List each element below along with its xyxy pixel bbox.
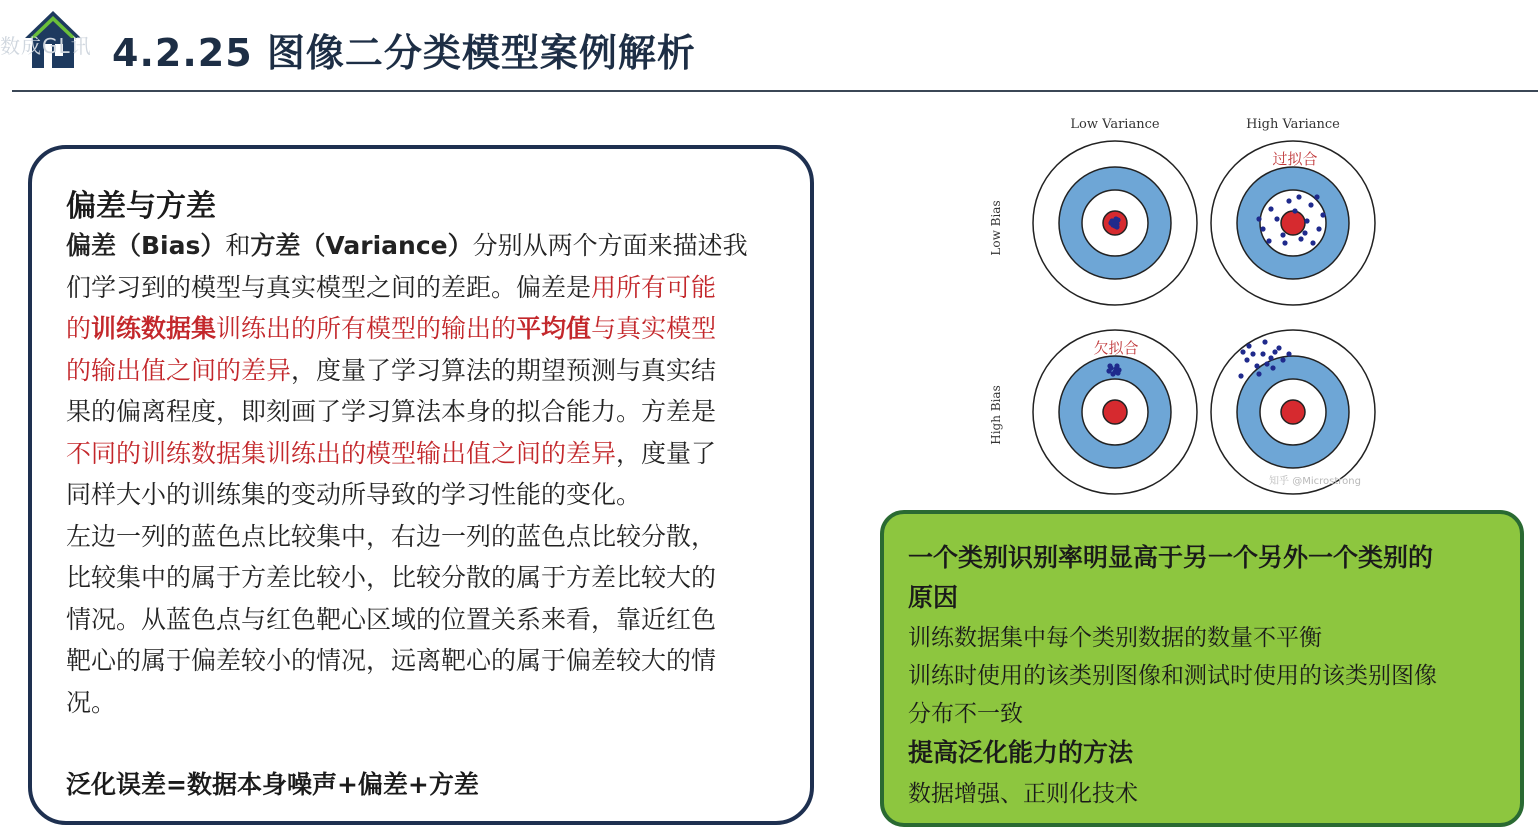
sample-dot (1276, 345, 1281, 350)
text-segment: ，度量了学习算法的期望预测与真实结 (291, 355, 717, 385)
target-low-bias-low-variance (1033, 141, 1197, 305)
sample-dot (1304, 218, 1309, 223)
text-segment: ，度量了 (616, 438, 717, 468)
col-label-high-variance: High Variance (1246, 117, 1340, 132)
text-segment: 训练数据集 (91, 314, 217, 343)
col-label-low-variance: Low Variance (1070, 117, 1160, 132)
target-bullseye (1281, 211, 1305, 235)
text-segment: 靶心的属于偏差较小的情况，远离靶心的属于偏差较大的情 (66, 646, 717, 675)
sample-dot (1286, 351, 1291, 356)
text-segment: 训练出的所有模型的输出的 (216, 314, 517, 343)
text-segment: 情况。从蓝色点与红色靶心区域的位置关系来看，靠近红色 (66, 604, 717, 634)
text-segment: 左边一列的蓝色点比较集中，右边一列的蓝色点比较分散， (66, 521, 717, 551)
sample-dot (1256, 216, 1261, 221)
target-bullseye (1281, 400, 1305, 424)
text-segment: 偏差（Bias） (66, 231, 226, 260)
methods-text: 数据增强、正则化技术 (908, 781, 1138, 807)
text-segment: 用所有可能 (591, 272, 717, 302)
overfit-annotation: 过拟合 (1272, 150, 1318, 168)
text-segment: 果的偏离程度，即刻画了学习算法本身的拟合能力。方差是 (66, 397, 717, 426)
panel-text-line (66, 557, 790, 599)
sample-dot (1244, 357, 1249, 362)
sample-dot (1268, 206, 1273, 211)
text-segment: 平均值 (516, 314, 592, 343)
text-segment: 不同的训练数据集训练出的模型输出值之间的差异 (66, 438, 617, 468)
sample-dot (1111, 219, 1116, 224)
sample-dot (1286, 198, 1291, 203)
text-segment: 同样大小的训练集的变动所导致的学习性能的变化。 (66, 480, 642, 509)
sample-dot (1240, 349, 1245, 354)
reason-item-distribution-line1: 训练时使用的该类别图像和测试时使用的该类别图像 (908, 663, 1437, 689)
sample-dot (1260, 226, 1265, 231)
sample-dot (1280, 232, 1285, 237)
panel-text-line (66, 474, 790, 516)
sample-dot (1296, 194, 1301, 199)
header (0, 0, 1538, 95)
underfit-annotation: 欠拟合 (1093, 339, 1139, 357)
sample-dot (1314, 194, 1319, 199)
sample-dot (1260, 351, 1265, 356)
sample-dot (1298, 236, 1303, 241)
header-divider (12, 90, 1538, 92)
panel-text-line (66, 350, 790, 392)
reason-heading-line2: 原因 (908, 583, 959, 612)
generalization-error-formula: 泛化误差=数据本身噪声+偏差+方差 (66, 770, 479, 799)
panel-text-line (66, 225, 790, 267)
reason-heading-line1: 一个类别识别率明显高于另一个另外一个类别的 (908, 543, 1434, 572)
panel-text-line (66, 308, 790, 350)
text-segment: 与真实模型 (591, 314, 717, 343)
row-label-high-bias: High Bias (989, 385, 1003, 445)
panel-text-line (66, 391, 790, 433)
sample-dot (1282, 240, 1287, 245)
text-segment: 们学习到的模型与真实模型之间的差距。偏差是 (66, 272, 592, 302)
panel-text-line (66, 682, 790, 724)
panel-text-line (66, 267, 790, 309)
target-high-bias-high-variance (1211, 330, 1375, 494)
target-bullseye (1103, 400, 1127, 424)
sample-dot (1115, 370, 1120, 375)
sample-dot (1256, 371, 1261, 376)
sample-dot (1270, 365, 1275, 370)
panel-text-line (66, 433, 790, 475)
sample-dot (1254, 363, 1259, 368)
text-segment: 和 (225, 231, 251, 260)
sample-dot (1320, 212, 1325, 217)
reasons-panel (880, 510, 1524, 827)
sample-dot (1107, 363, 1112, 368)
sample-dot (1238, 373, 1243, 378)
panel-body-text (66, 225, 790, 723)
text-segment: 的输出值之间的差异 (66, 355, 292, 385)
sample-dot (1316, 226, 1321, 231)
watermark-text: 数成GL讯 (0, 34, 92, 58)
sample-dot (1292, 208, 1297, 213)
panel-heading: 偏差与方差 (66, 189, 216, 224)
sample-dot (1250, 351, 1255, 356)
sample-dot (1308, 202, 1313, 207)
text-segment: 分别从两个方面来描述我 (472, 231, 748, 260)
figure-watermark: 知乎 @Microstrong (1269, 476, 1361, 487)
panel-text-line (66, 599, 790, 641)
sample-dot (1246, 343, 1251, 348)
sample-dot (1266, 238, 1271, 243)
text-segment: 方差（Variance） (250, 231, 473, 260)
sample-dot (1268, 355, 1273, 360)
sample-dot (1310, 240, 1315, 245)
bias-variance-targets-figure (970, 100, 1390, 500)
text-segment: 况。 (66, 687, 117, 717)
sample-dot (1274, 216, 1279, 221)
reason-item-distribution-line2: 分布不一致 (908, 701, 1023, 727)
sample-dot (1110, 371, 1115, 376)
methods-heading: 提高泛化能力的方法 (908, 738, 1134, 767)
sample-dot (1302, 230, 1307, 235)
text-segment: 比较集中的属于方差比较小，比较分散的属于方差比较大的 (66, 563, 717, 592)
text-segment: 的 (66, 314, 92, 343)
sample-dot (1264, 361, 1269, 366)
sample-dot (1262, 339, 1267, 344)
row-label-low-bias: Low Bias (989, 200, 1003, 256)
sample-dot (1272, 349, 1277, 354)
page-title: 4.2.25 图像二分类模型案例解析 (112, 31, 696, 75)
panel-text-line (66, 640, 790, 682)
sample-dot (1114, 224, 1119, 229)
sample-dot (1280, 357, 1285, 362)
reason-item-imbalance: 训练数据集中每个类别数据的数量不平衡 (908, 625, 1322, 651)
panel-text-line (66, 516, 790, 558)
bias-variance-panel (28, 145, 814, 825)
